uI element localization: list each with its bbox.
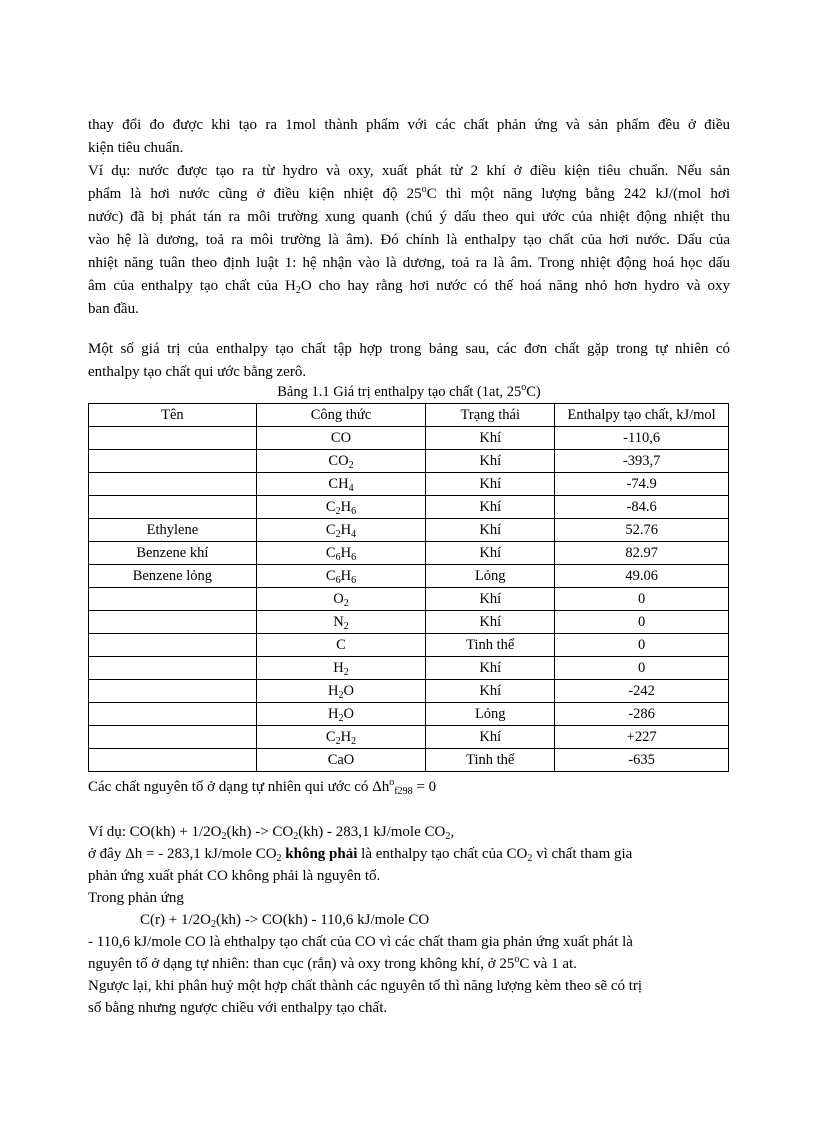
table-header-row bbox=[89, 404, 729, 427]
text-line: số bằng nhưng ngược chiều với enthalpy tạo chất. bbox=[88, 1000, 388, 1016]
text-fragment: C(r) + 1/2O bbox=[140, 912, 211, 928]
header-enthalpy: Enthalpy tạo chất, kJ/mol bbox=[555, 404, 729, 427]
table-row bbox=[89, 519, 729, 542]
text-line: vào hệ là dương, toả ra môi trường là âm). Đó chính là enthalpy tạo chất của hơi nước. Dấu của bbox=[88, 232, 730, 248]
cell-state: Khí bbox=[426, 450, 555, 473]
text-fragment: là enthalpy tạo chất của CO bbox=[357, 846, 528, 862]
text-line bbox=[88, 821, 730, 843]
cell-state: Khí bbox=[426, 657, 555, 680]
formula-symbol: C bbox=[325, 728, 336, 745]
text-fragment: phẩm là hơi nước cũng ở điều kiện nhiệt độ 25 bbox=[88, 186, 422, 202]
cell-state: Khí bbox=[426, 726, 555, 749]
paragraph-co-example bbox=[88, 821, 730, 1019]
text-fragment: (kh) -> CO bbox=[226, 824, 294, 840]
cell-enthalpy: -74.9 bbox=[555, 473, 729, 496]
cell-state: Khí bbox=[426, 519, 555, 542]
table-row bbox=[89, 427, 729, 450]
cell-name bbox=[89, 703, 257, 726]
reaction-line bbox=[88, 909, 730, 931]
formula-symbol: O bbox=[343, 682, 354, 699]
text-line: kiện tiêu chuẩn. bbox=[88, 140, 184, 156]
text-fragment: nguyên tố ở dạng tự nhiên: than cục (rắn) và oxy trong không khí, ở 25 bbox=[88, 956, 515, 972]
text-line bbox=[88, 953, 730, 975]
cell-enthalpy: 0 bbox=[555, 611, 729, 634]
cell-name bbox=[89, 611, 257, 634]
text-fragment: O cho hay rằng hơi nước có thế hoá năng nhỏ hơn hydro và oxy bbox=[300, 278, 730, 294]
cell-name bbox=[89, 680, 257, 703]
table-row bbox=[89, 634, 729, 657]
formula-subscript: 2 bbox=[351, 735, 357, 747]
cell-name bbox=[89, 473, 257, 496]
text-fragment: (kh) -> CO(kh) - 110,6 kJ/mole CO bbox=[215, 912, 430, 928]
text-fragment: C) bbox=[526, 384, 541, 400]
cell-state: Khí bbox=[426, 542, 555, 565]
text-fragment: Ví dụ: CO(kh) + 1/2O bbox=[88, 824, 222, 840]
cell-name bbox=[89, 749, 257, 772]
text-fragment: Các chất nguyên tố ở dạng tự nhiên qui ước có Δh bbox=[88, 779, 390, 795]
formula-symbol: H bbox=[333, 659, 344, 676]
formula-symbol: H bbox=[340, 728, 352, 745]
subscript: 2 bbox=[210, 919, 216, 930]
table-row bbox=[89, 473, 729, 496]
cell-formula bbox=[256, 611, 426, 634]
cell-state: Khí bbox=[426, 588, 555, 611]
formula-subscript: 2 bbox=[335, 735, 341, 747]
text-line: nước) đã bị phát tán ra môi trường xung quanh (chú ý dấu theo qui ước của nhiệt động nhiệt thu bbox=[88, 209, 730, 225]
bold-text: không phải bbox=[281, 846, 358, 862]
text-line: phản ứng xuất phát CO không phải là nguyên tố. bbox=[88, 868, 381, 884]
enthalpy-table bbox=[88, 403, 729, 772]
superscript: o bbox=[421, 184, 427, 195]
paragraph-water-example bbox=[88, 160, 730, 321]
formula-symbol: H bbox=[340, 521, 352, 538]
formula-subscript: 6 bbox=[351, 551, 357, 563]
cell-state: Lỏng bbox=[426, 703, 555, 726]
table-row bbox=[89, 680, 729, 703]
formula-subscript: 6 bbox=[351, 574, 357, 586]
cell-state: Tinh thể bbox=[426, 634, 555, 657]
cell-enthalpy: -393,7 bbox=[555, 450, 729, 473]
formula-subscript: 2 bbox=[335, 505, 341, 517]
cell-formula bbox=[256, 427, 426, 450]
formula-symbol: H bbox=[340, 567, 352, 584]
cell-enthalpy: 49.06 bbox=[555, 565, 729, 588]
subscript: 2 bbox=[293, 831, 299, 842]
formula-subscript: 2 bbox=[338, 712, 344, 724]
text-line bbox=[88, 183, 730, 206]
cell-formula bbox=[256, 588, 426, 611]
formula-symbol: H bbox=[340, 544, 352, 561]
formula-subscript: 2 bbox=[343, 597, 349, 609]
superscript: o bbox=[514, 954, 520, 965]
cell-name bbox=[89, 427, 257, 450]
formula-symbol: C bbox=[325, 498, 336, 515]
table-row bbox=[89, 749, 729, 772]
table-row bbox=[89, 565, 729, 588]
cell-enthalpy: 82.97 bbox=[555, 542, 729, 565]
subscript: 2 bbox=[527, 853, 533, 864]
table-body bbox=[89, 427, 729, 772]
cell-name bbox=[89, 726, 257, 749]
subscript: f298 bbox=[394, 786, 413, 797]
cell-enthalpy: -635 bbox=[555, 749, 729, 772]
text-line: Ngược lại, khi phân huỷ một hợp chất thành các nguyên tố thì năng lượng kèm theo sẽ có trị bbox=[88, 978, 643, 994]
cell-formula bbox=[256, 680, 426, 703]
cell-formula bbox=[256, 496, 426, 519]
table-row bbox=[89, 496, 729, 519]
cell-enthalpy: 0 bbox=[555, 588, 729, 611]
table-row bbox=[89, 611, 729, 634]
paragraph-definition-end bbox=[88, 114, 730, 160]
text-line: nhiệt năng tuân theo định luật 1: hệ nhận vào là dương, toả ra là âm. Trong nhiệt động hoá học dấu bbox=[88, 255, 730, 271]
subscript: 2 bbox=[276, 853, 282, 864]
cell-formula bbox=[256, 542, 426, 565]
cell-state: Lỏng bbox=[426, 565, 555, 588]
cell-formula bbox=[256, 519, 426, 542]
header-name: Tên bbox=[89, 404, 257, 427]
cell-enthalpy: 52.76 bbox=[555, 519, 729, 542]
table-row bbox=[89, 726, 729, 749]
header-state: Trạng thái bbox=[426, 404, 555, 427]
cell-state: Khí bbox=[426, 680, 555, 703]
table-caption bbox=[88, 383, 730, 401]
formula-symbol: CO bbox=[328, 452, 349, 469]
header-formula: Công thức bbox=[256, 404, 426, 427]
formula-subscript: 4 bbox=[351, 528, 357, 540]
formula-symbol: O bbox=[343, 705, 354, 722]
formula-symbol: H bbox=[328, 682, 339, 699]
formula-subscript: 2 bbox=[338, 689, 344, 701]
formula-symbol: N bbox=[333, 613, 344, 630]
cell-enthalpy: -242 bbox=[555, 680, 729, 703]
formula-symbol: CH bbox=[328, 475, 349, 492]
formula-symbol: CaO bbox=[327, 751, 355, 768]
cell-name bbox=[89, 588, 257, 611]
formula-subscript: 6 bbox=[335, 574, 341, 586]
subscript: 2 bbox=[295, 285, 301, 296]
text-fragment: vì chất tham gia bbox=[532, 846, 633, 862]
formula-symbol: C bbox=[325, 567, 336, 584]
table-row bbox=[89, 657, 729, 680]
cell-enthalpy: +227 bbox=[555, 726, 729, 749]
subscript: 2 bbox=[221, 831, 227, 842]
formula-subscript: 6 bbox=[335, 551, 341, 563]
text-fragment: âm của enthalpy tạo chất của H bbox=[88, 278, 296, 294]
cell-name bbox=[89, 634, 257, 657]
text-line: Một số giá trị của enthalpy tạo chất tập hợp trong bảng sau, các đơn chất gặp trong tự nhiên có bbox=[88, 341, 730, 357]
cell-formula bbox=[256, 726, 426, 749]
subscript: 2 bbox=[445, 831, 451, 842]
text-fragment: (kh) - 283,1 kJ/mole CO bbox=[298, 824, 446, 840]
text-fragment: = 0 bbox=[412, 779, 437, 795]
text-line: Ví dụ: nước được tạo ra từ hydro và oxy, xuất phát từ 2 khí ở điều kiện tiêu chuẩn. Nếu sản bbox=[88, 163, 730, 179]
formula-subscript: 4 bbox=[348, 482, 354, 494]
cell-name: Benzene khí bbox=[89, 542, 257, 565]
cell-name bbox=[89, 496, 257, 519]
text-fragment: C thì một năng lượng bằng 242 kJ/(mol hơi bbox=[426, 186, 731, 202]
cell-state: Khí bbox=[426, 473, 555, 496]
cell-formula bbox=[256, 450, 426, 473]
text-fragment: C và 1 at. bbox=[519, 956, 577, 972]
cell-enthalpy: -84.6 bbox=[555, 496, 729, 519]
text-fragment: ở đây Δh = - 283,1 kJ/mole CO bbox=[88, 846, 277, 862]
superscript: o bbox=[389, 777, 395, 788]
table-row bbox=[89, 450, 729, 473]
formula-symbol: C bbox=[325, 521, 336, 538]
text-fragment: , bbox=[450, 824, 455, 840]
text-line: enthalpy tạo chất qui ước bằng zerô. bbox=[88, 364, 307, 380]
cell-name bbox=[89, 450, 257, 473]
cell-enthalpy: 0 bbox=[555, 634, 729, 657]
formula-symbol: C bbox=[336, 636, 346, 653]
cell-state: Tinh thể bbox=[426, 749, 555, 772]
formula-subscript: 2 bbox=[335, 528, 341, 540]
superscript: o bbox=[521, 382, 527, 393]
cell-formula bbox=[256, 703, 426, 726]
cell-formula bbox=[256, 657, 426, 680]
cell-name bbox=[89, 657, 257, 680]
table-row bbox=[89, 703, 729, 726]
formula-subscript: 6 bbox=[351, 505, 357, 517]
formula-symbol: CO bbox=[330, 429, 352, 446]
table-row bbox=[89, 542, 729, 565]
text-line bbox=[88, 275, 730, 298]
cell-state: Khí bbox=[426, 611, 555, 634]
formula-symbol: O bbox=[333, 590, 344, 607]
text-line: Trong phản ứng bbox=[88, 890, 184, 906]
text-fragment: Bảng 1.1 Giá trị enthalpy tạo chất (1at, 25 bbox=[277, 384, 522, 400]
cell-enthalpy: -110,6 bbox=[555, 427, 729, 450]
paragraph-table-intro bbox=[88, 338, 730, 384]
text-line: thay đổi đo được khi tạo ra 1mol thành phẩm với các chất phản ứng và sản phẩm đều ở điều bbox=[88, 117, 730, 133]
text-line bbox=[88, 843, 730, 865]
cell-formula bbox=[256, 473, 426, 496]
cell-state: Khí bbox=[426, 427, 555, 450]
cell-enthalpy: -286 bbox=[555, 703, 729, 726]
cell-formula bbox=[256, 749, 426, 772]
formula-symbol: C bbox=[325, 544, 336, 561]
cell-state: Khí bbox=[426, 496, 555, 519]
formula-subscript: 2 bbox=[343, 620, 349, 632]
cell-formula bbox=[256, 634, 426, 657]
formula-symbol: H bbox=[328, 705, 339, 722]
text-line: ban đầu. bbox=[88, 301, 139, 317]
cell-enthalpy: 0 bbox=[555, 657, 729, 680]
cell-formula bbox=[256, 565, 426, 588]
text-line: - 110,6 kJ/mole CO là ehthalpy tạo chất của CO vì các chất tham gia phản ứng xuất phát là bbox=[88, 934, 633, 950]
note-standard-elements bbox=[88, 776, 730, 798]
formula-symbol: H bbox=[340, 498, 352, 515]
table-row bbox=[89, 588, 729, 611]
cell-name: Ethylene bbox=[89, 519, 257, 542]
formula-subscript: 2 bbox=[348, 459, 354, 471]
formula-subscript: 2 bbox=[343, 666, 349, 678]
cell-name: Benzene lỏng bbox=[89, 565, 257, 588]
